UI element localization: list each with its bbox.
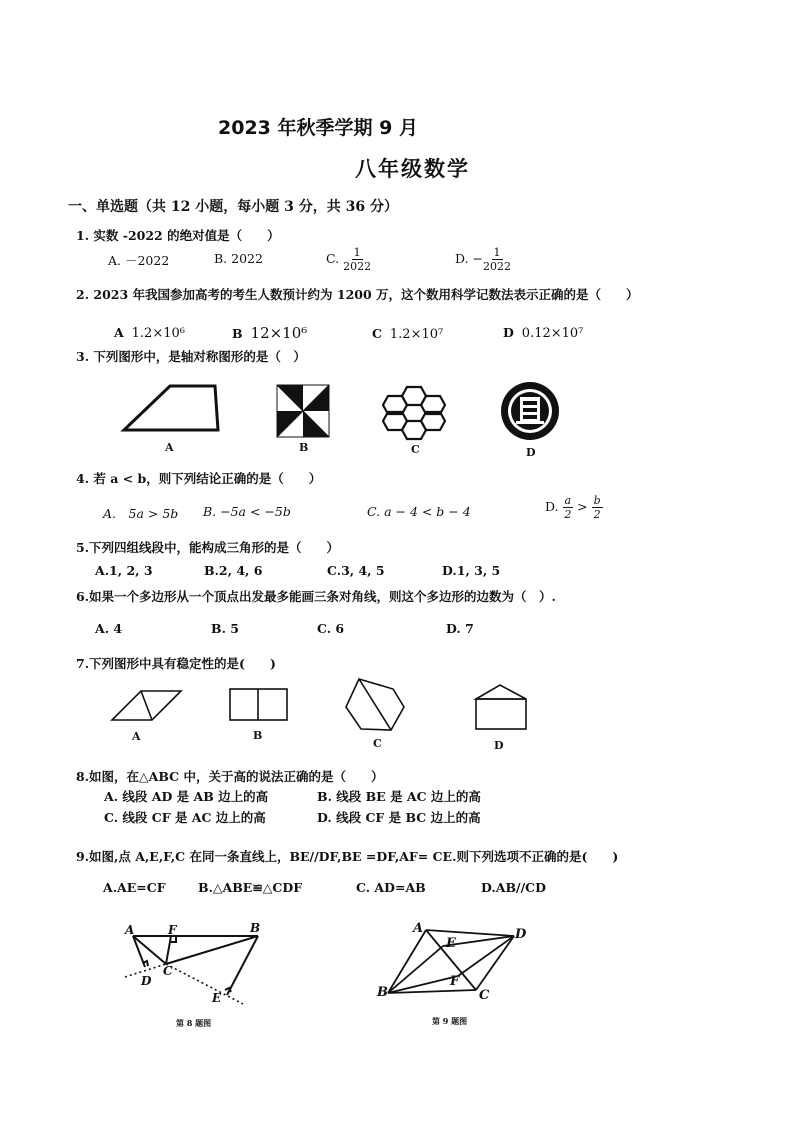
q7-label-c: C bbox=[373, 737, 382, 750]
q3-figure-d-emblem bbox=[500, 381, 560, 441]
q2-option-a: A 1.2×10⁶ bbox=[114, 325, 185, 341]
fig8-label-c: C bbox=[163, 964, 173, 978]
page-title: 2023 年秋季学期 9 月 bbox=[218, 117, 418, 139]
fig8-label-f: F bbox=[168, 923, 177, 937]
q3-label-b: B bbox=[299, 441, 309, 454]
q7-label-a: A bbox=[132, 730, 141, 743]
fig9-label-d: D bbox=[515, 927, 527, 942]
q5-option-b: B.2, 4, 6 bbox=[204, 563, 263, 578]
q2-option-d: D 0.12×10⁷ bbox=[503, 325, 584, 341]
q9-option-b: B.△ABE≌△CDF bbox=[198, 880, 303, 895]
question-2-stem: 2. 2023 年我国参加高考的考生人数预计约为 1200 万，这个数用科学记数法表示正确的是（ ） bbox=[76, 287, 639, 302]
q9-option-a: A.AE=CF bbox=[103, 880, 166, 895]
q3-figure-a-trapezoid bbox=[120, 384, 220, 434]
q4-option-a: A. 5a > 5b bbox=[103, 506, 179, 521]
q4-option-b: B. −5a < −5b bbox=[203, 504, 291, 519]
q1-option-d bbox=[455, 246, 511, 273]
page-subtitle: 八年级数学 bbox=[355, 157, 470, 181]
q6-option-b: B. 5 bbox=[211, 621, 239, 636]
fig9-label-b: B bbox=[377, 985, 388, 1000]
q3-label-d: D bbox=[526, 446, 536, 459]
question-8-stem: 8.如图，在△ABC 中，关于高的说法正确的是（ ） bbox=[76, 769, 384, 784]
q5-option-c: C.3, 4, 5 bbox=[327, 563, 385, 578]
q7-figure-a-parallelogram bbox=[110, 690, 184, 722]
q3-figure-b-pinwheel bbox=[276, 384, 332, 438]
q1-option-c-label: C. bbox=[326, 251, 340, 266]
fig9-label-c: C bbox=[479, 988, 490, 1003]
q7-figure-b-rectangle bbox=[229, 688, 289, 722]
question-1-stem: 1. 实数 -2022 的绝对值是（ ） bbox=[76, 228, 280, 243]
q6-option-d: D. 7 bbox=[446, 621, 474, 636]
q9-option-d: D.AB//CD bbox=[481, 880, 546, 895]
figure-q9-parallelogram bbox=[378, 918, 528, 1003]
fig9-label-e: E bbox=[446, 936, 456, 951]
question-3-stem: 3. 下列图形中，是轴对称图形的是（ ） bbox=[76, 349, 306, 364]
question-9-stem: 9.如图,点 A,E,F,C 在同一条直线上，BE//DF,BE =DF,AF= CE.则下列选项不正确的是( ) bbox=[76, 849, 619, 864]
q2-option-c: C 1.2×10⁷ bbox=[372, 326, 444, 342]
q4-option-d-frac-a: $\frac{a}{2}$ bbox=[564, 494, 572, 521]
q7-figure-d-house bbox=[474, 683, 530, 731]
q1-option-b: B. 2022 bbox=[214, 251, 263, 266]
q1-option-a: A. －2022 bbox=[108, 253, 170, 268]
q7-label-b: B bbox=[253, 729, 263, 742]
q2-option-b: B 12×10⁶ bbox=[232, 324, 308, 342]
q1-option-d-sign: − bbox=[472, 251, 484, 266]
fig8-label-b: B bbox=[250, 921, 261, 935]
fig9-label-a: A bbox=[413, 921, 424, 936]
q7-label-d: D bbox=[494, 739, 504, 752]
q3-label-c: C bbox=[411, 443, 420, 456]
section-heading: 一、单选题（共 12 小题，每小题 3 分，共 36 分） bbox=[68, 199, 398, 215]
q7-figure-c-hexagon bbox=[343, 677, 407, 733]
q8-option-d: D. 线段 CF 是 BC 边上的高 bbox=[317, 810, 481, 825]
q3-label-a: A bbox=[165, 441, 174, 454]
q8-option-a: A. 线段 AD 是 AB 边上的高 bbox=[104, 789, 269, 804]
q1-option-c-fraction: $\frac{1}{2022}$ bbox=[343, 246, 372, 273]
figure-q8-triangle bbox=[115, 922, 275, 1012]
q6-option-a: A. 4 bbox=[95, 621, 123, 636]
q3-figure-c-snowflake bbox=[380, 385, 448, 441]
q4-option-d-label: D. bbox=[545, 499, 559, 514]
fig9-label-f: F bbox=[450, 974, 460, 989]
q4-option-d-frac-b: $\frac{b}{2}$ bbox=[593, 494, 601, 521]
q4-option-d-operator: > bbox=[577, 499, 588, 514]
q5-option-d: D.1, 3, 5 bbox=[442, 563, 501, 578]
q5-option-a: A.1, 2, 3 bbox=[95, 563, 153, 578]
q4-option-d bbox=[545, 494, 603, 521]
q1-option-c bbox=[326, 246, 371, 273]
question-6-stem: 6.如果一个多边形从一个顶点出发最多能画三条对角线，则这个多边形的边数为（ ）. bbox=[76, 589, 556, 604]
q8-option-b: B. 线段 BE 是 AC 边上的高 bbox=[317, 789, 481, 804]
fig8-caption: 第 8 题图 bbox=[176, 1018, 212, 1028]
q1-option-d-label: D. bbox=[455, 251, 469, 266]
fig8-label-a: A bbox=[125, 923, 135, 937]
q9-option-c: C. AD=AB bbox=[356, 880, 426, 895]
q8-option-c: C. 线段 CF 是 AC 边上的高 bbox=[104, 810, 266, 825]
fig9-caption: 第 9 题图 bbox=[432, 1016, 468, 1026]
fig8-label-e: E bbox=[212, 991, 222, 1005]
question-5-stem: 5.下列四组线段中，能构成三角形的是（ ） bbox=[76, 540, 340, 555]
question-7-stem: 7.下列图形中具有稳定性的是( ) bbox=[76, 656, 276, 671]
q4-option-c: C. a − 4 < b − 4 bbox=[367, 504, 471, 519]
fig8-label-d: D bbox=[141, 974, 152, 988]
q6-option-c: C. 6 bbox=[317, 621, 345, 636]
q1-option-d-fraction: $\frac{1}{2022}$ bbox=[483, 246, 512, 273]
question-4-stem: 4. 若 a < b，则下列结论正确的是（ ） bbox=[76, 471, 322, 486]
